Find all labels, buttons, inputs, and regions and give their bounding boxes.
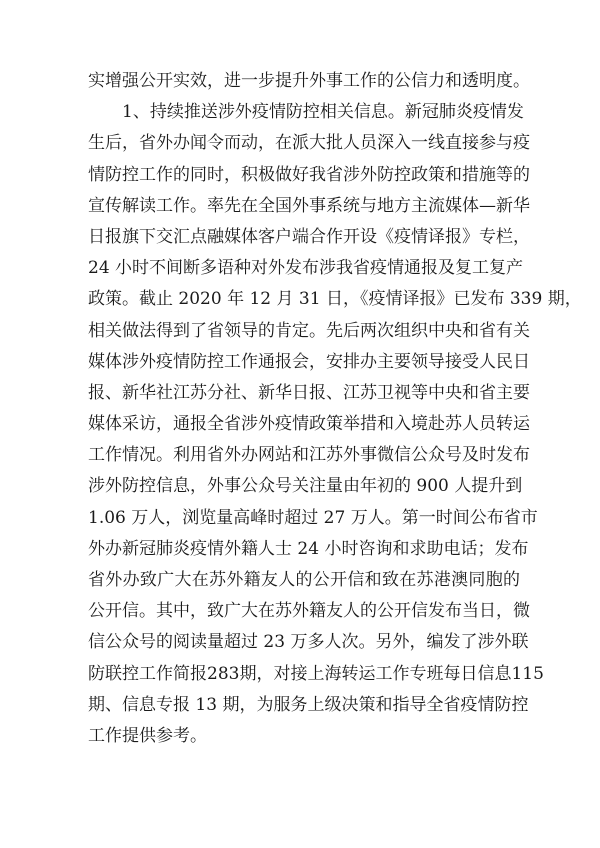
text-line: 防联控工作简报283期，对接上海转运工作专班每日信息115 <box>88 663 544 684</box>
text-line: 公开信。其中，致广大在苏外籍友人的公开信发布当日，微 <box>88 601 530 622</box>
text-line: 政策。截止 2020 年 12 月 31 日，《疫情译报》已发布 339 期， <box>88 289 582 310</box>
text-line: 媒体采访，通报全省涉外疫情政策举措和入境赴苏人员转运 <box>88 414 530 435</box>
text-line: 1.06 万人，浏览量高峰时超过 27 万人。第一时间公布省市 <box>88 507 538 528</box>
text-line: 报、新华社江苏分社、新华日报、江苏卫视等中央和省主要 <box>88 382 530 403</box>
text-line: 工作提供参考。 <box>88 725 207 746</box>
text-line: 省外办致广大在苏外籍友人的公开信和致在苏港澳同胞的 <box>88 570 520 590</box>
text-line: 媒体涉外疫情防控工作通报会，安排办主要领导接受人民日 <box>88 351 530 372</box>
text-line: 日报旗下交汇点融媒体客户端合作开设《疫情译报》专栏， <box>88 226 530 247</box>
text-line: 1、持续推送涉外疫情防控相关信息。新冠肺炎疫情发 <box>122 102 524 123</box>
text-line: 宣传解读工作。率先在全国外事系统与地方主流媒体—新华 <box>88 195 530 216</box>
text-line: 实增强公开实效，进一步提升外事工作的公信力和透明度。 <box>88 71 530 91</box>
text-line: 生后，省外办闻令而动，在派大批人员深入一线直接参与疫 <box>88 133 530 154</box>
text-line: 涉外防控信息，外事公众号关注量由年初的 900 人提升到 <box>88 476 523 497</box>
text-line: 外办新冠肺炎疫情外籍人士 24 小时咨询和求助电话；发布 <box>88 538 529 559</box>
text-line: 相关做法得到了省领导的肯定。先后两次组织中央和省有关 <box>88 320 530 341</box>
text-line: 信公众号的阅读量超过 23 万多人次。另外，编发了涉外联 <box>88 632 529 653</box>
text-line: 情防控工作的同时，积极做好我省涉外防控政策和措施等的 <box>88 164 530 185</box>
text-line: 24 小时不间断多语种对外发布涉我省疫情通报及复工复产 <box>88 258 524 279</box>
text-line: 工作情况。利用省外办网站和江苏外事微信公众号及时发布 <box>88 445 530 466</box>
text-line: 期、信息专报 13 期，为服务上级决策和指导全省疫情防控 <box>88 694 529 715</box>
body-text <box>88 66 582 752</box>
